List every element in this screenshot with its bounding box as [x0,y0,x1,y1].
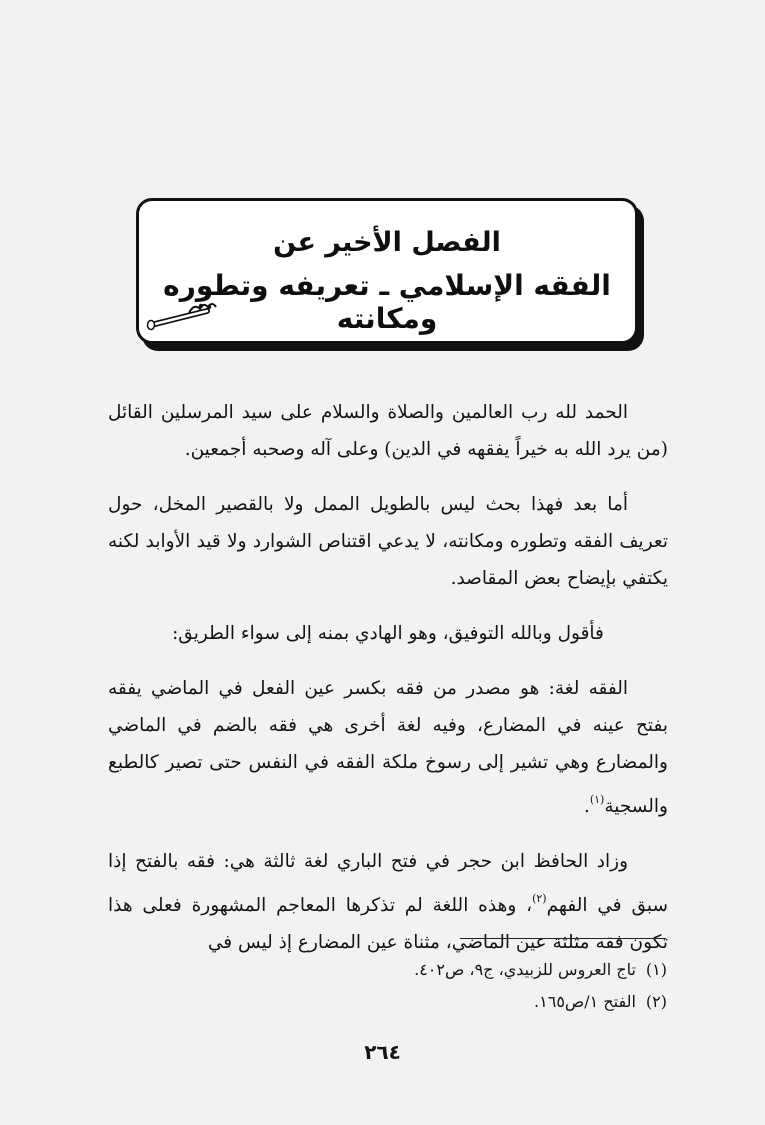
body-text [108,394,668,979]
chapter-title-line-2: الفقه الإسلامي ـ تعريفه وتطوره ومكانته [163,269,611,335]
footnote-item [414,986,667,1018]
page-number: ٢٦٤ [364,1040,401,1064]
paragraph-intro: أما بعد فهذا بحث ليس بالطويل الممل ولا بالقصير المخل، حول تعريف الفقه وتطوره ومكانته، لا يدعي اقتناص الشوارد ولا قيد الأوابد لكنه يكتفي بإيضاح بعض المقاصد. [108,494,668,589]
chapter-title-line-1: الفصل الأخير عن [273,227,501,258]
paragraph-ibn-hajar-a: وزاد الحافظ ابن حجر في فتح الباري لغة ثالثة هي: فقه بالفتح إذا سبق في الفهم [108,851,668,916]
footnote-ref-1: (١) [589,793,605,806]
scroll-icon [145,297,231,331]
chapter-title-box [136,198,638,344]
footnote-ref-2: (٢) [532,892,547,905]
paragraph-invocation: فأقول وبالله التوفيق، وهو الهادي بمنه إلى سواء الطريق: [172,623,604,644]
footnote-number: (١) [645,960,667,979]
paragraph-hamd: الحمد لله رب العالمين والصلاة والسلام على سيد المرسلين القائل (من يرد الله به خيراً يفقهه في الدين) وعلى آله وصحبه أجمعين. [108,402,668,460]
paragraph-definition [108,670,668,825]
paragraph-definition-end: . [583,796,590,817]
paragraph-ibn-hajar [108,843,668,961]
paragraph-ibn-hajar-b: ، وهذه اللغة لم تذكرها المعاجم المشهورة فعلى هذا تكون فقه مثلثة عين الماضي، مثناة عين المضارع إذ ليس في [108,895,668,953]
footnotes [414,954,667,1018]
footnote-number: (٢) [645,992,667,1011]
footnote-item [414,954,667,986]
footnote-text: الفتح ١/ص١٦٥. [534,992,636,1011]
footnote-divider [460,938,666,939]
footnote-text: تاج العروس للزبيدي، ج٩، ص٤٠٢. [414,960,636,979]
paragraph-definition-text: الفقه لغة: هو مصدر من فقه بكسر عين الفعل في الماضي يفقه بفتح عينه في المضارع، وفيه لغة أخرى هي فقه بالضم في الماضي والمضارع وهي تشير إلى رسوخ ملكة الفقه في النفس حتى تصير كالطبع والسجية [108,678,668,817]
